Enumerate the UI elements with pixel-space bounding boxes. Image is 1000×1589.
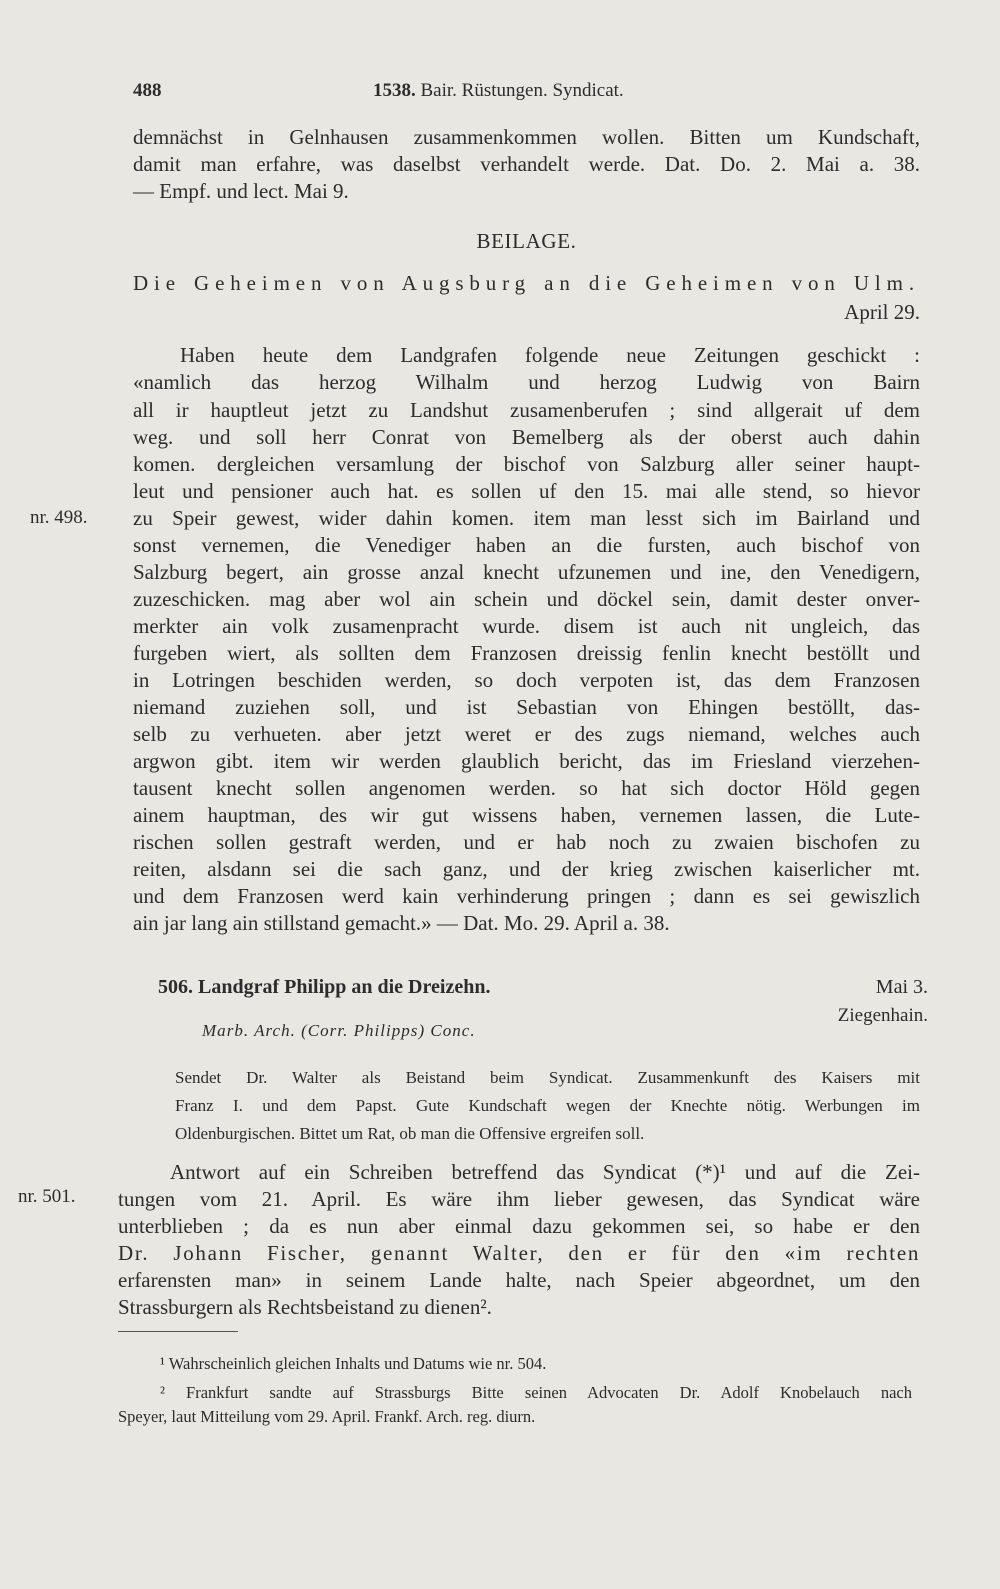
text-line: unterblieben ; da es nun aber einmal dazu gekommen sei, so habe er den xyxy=(118,1214,920,1238)
running-header xyxy=(133,80,688,108)
text-line: furgeben wiert, als sollten dem Franzosen dreissig fenlin knecht bestöllt und xyxy=(133,641,920,665)
text-line: in Lotringen beschiden werden, so doch verpoten ist, das dem Franzosen xyxy=(133,668,920,692)
text-line: Salzburg begert, ain grosse anzal knecht ufzunemen und ine, den Venedigern, xyxy=(133,560,920,584)
text-line: merkter ain volk zusamenpracht wurde. disem ist auch nit ungleich, das xyxy=(133,614,920,638)
text-line: selb zu verhueten. aber jetzt weret er des zugs niemand, welches auch xyxy=(133,722,920,746)
document-number: 506. xyxy=(158,976,193,998)
text-line: Antwort auf ein Schreiben betreffend das Syndicat (*)¹ und auf die Zei- xyxy=(170,1160,920,1184)
text-line: erfarensten man» in seinem Lande halte, nach Speier abgeordnet, um den xyxy=(118,1268,920,1292)
header-title: Bair. Rüstungen. Syndicat. xyxy=(420,80,624,101)
text-line: reiten, alsdann sei die sach ganz, und der krieg zwischen kaiserlicher mt. xyxy=(133,857,920,881)
margin-reference: nr. 498. xyxy=(30,507,88,528)
archive-source: Marb. Arch. (Corr. Philipps) Conc. xyxy=(202,1021,476,1040)
text-line: und dem Franzosen werd kain verhinderung pringen ; dann es sei gewiszlich xyxy=(133,884,920,908)
text-line: damit man erfahre, was daselbst verhandelt werde. Dat. Do. 2. Mai a. 38. xyxy=(133,152,920,176)
text-line: ain jar lang ain stillstand gemacht.» — Dat. Mo. 29. April a. 38. xyxy=(133,911,670,935)
text-line: demnächst in Gelnhausen zusammenkommen wollen. Bitten um Kundschaft, xyxy=(133,125,920,149)
document-title-text: Landgraf Philipp an die Dreizehn. xyxy=(198,976,491,998)
text-line: niemand zuziehen soll, und ist Sebastian von Ehingen bestöllt, das- xyxy=(133,695,920,719)
text-line: Haben heute dem Landgrafen folgende neue Zeitungen geschickt : xyxy=(180,343,920,367)
beilage-heading: BEILAGE. xyxy=(476,229,577,253)
text-line: Strassburgern als Rechtsbeistand zu dienen². xyxy=(118,1295,492,1319)
regest-line: Oldenburgischen. Bittet um Rat, ob man die Offensive ergreifen soll. xyxy=(175,1124,645,1143)
text-line: «namlich das herzog Wilhalm und herzog Ludwig von Bairn xyxy=(133,370,920,394)
document-date: Mai 3. xyxy=(875,976,928,998)
footnote: Speyer, laut Mitteilung vom 29. April. Frankf. Arch. reg. diurn. xyxy=(118,1407,536,1426)
text-line: tungen vom 21. April. Es wäre ihm lieber gewesen, das Syndicat wäre xyxy=(118,1187,920,1211)
text-line: ainem hauptman, des wir gut wissens haben, vernemen lassen, die Lute- xyxy=(133,803,920,827)
footnote: ² Frankfurt sandte auf Strassburgs Bitte seinen Advocaten Dr. Adolf Knobelauch nach xyxy=(160,1383,912,1402)
text-line: leut und pensioner auch hat. es sollen uf den 15. mai alle stend, so hievor xyxy=(133,479,920,503)
beilage-date: April 29. xyxy=(844,300,920,324)
header-year: 1538. xyxy=(373,80,416,101)
text-line: — Empf. und lect. Mai 9. xyxy=(133,179,349,203)
margin-reference: nr. 501. xyxy=(18,1186,76,1207)
regest-line: Sendet Dr. Walter als Beistand beim Syndicat. Zusammenkunft des Kaisers mit xyxy=(175,1068,920,1087)
text-line: komen. dergleichen versamlung der bischof von Salzburg aller seiner haupt- xyxy=(133,452,920,476)
text-line: Dr. Johann Fischer, genannt Walter, den er für den «im rechten xyxy=(118,1241,920,1265)
footnote: ¹ Wahrscheinlich gleichen Inhalts und Datums wie nr. 504. xyxy=(160,1354,547,1373)
document-place: Ziegenhain. xyxy=(837,1005,928,1026)
text-line: zuzeschicken. mag aber wol ain schein und döckel sein, damit dester onver- xyxy=(133,587,920,611)
text-line: argwon gibt. item wir werden glaublich bericht, das im Friesland vierzehen- xyxy=(133,749,920,773)
regest-line: Franz I. und dem Papst. Gute Kundschaft wegen der Knechte nötig. Werbungen im xyxy=(175,1096,920,1115)
text-line: rischen sollen gestraft werden, und er hab noch zu zwaien bischofen zu xyxy=(133,830,920,854)
text-line: weg. und soll herr Conrat von Bemelberg als der oberst auch dahin xyxy=(133,425,920,449)
footnote-divider xyxy=(118,1331,238,1332)
text-line: zu Speir gewest, wider dahin komen. item man lesst sich im Bairland und xyxy=(133,506,920,530)
page-number: 488 xyxy=(133,80,162,101)
document-title xyxy=(158,976,490,999)
document-heading xyxy=(158,976,928,1006)
text-line: tausent knecht sollen angenomen werden. so hat sich doctor Höld gegen xyxy=(133,776,920,800)
text-line: all ir hauptleut jetzt zu Landshut zusamenberufen ; sind allgerait uf dem xyxy=(133,398,920,422)
beilage-title: Die Geheimen von Augsburg an die Geheimen von Ulm. xyxy=(133,271,920,295)
text-line: sonst vernemen, die Venediger haben an die fursten, auch bischof von xyxy=(133,533,920,557)
running-title xyxy=(373,80,624,102)
